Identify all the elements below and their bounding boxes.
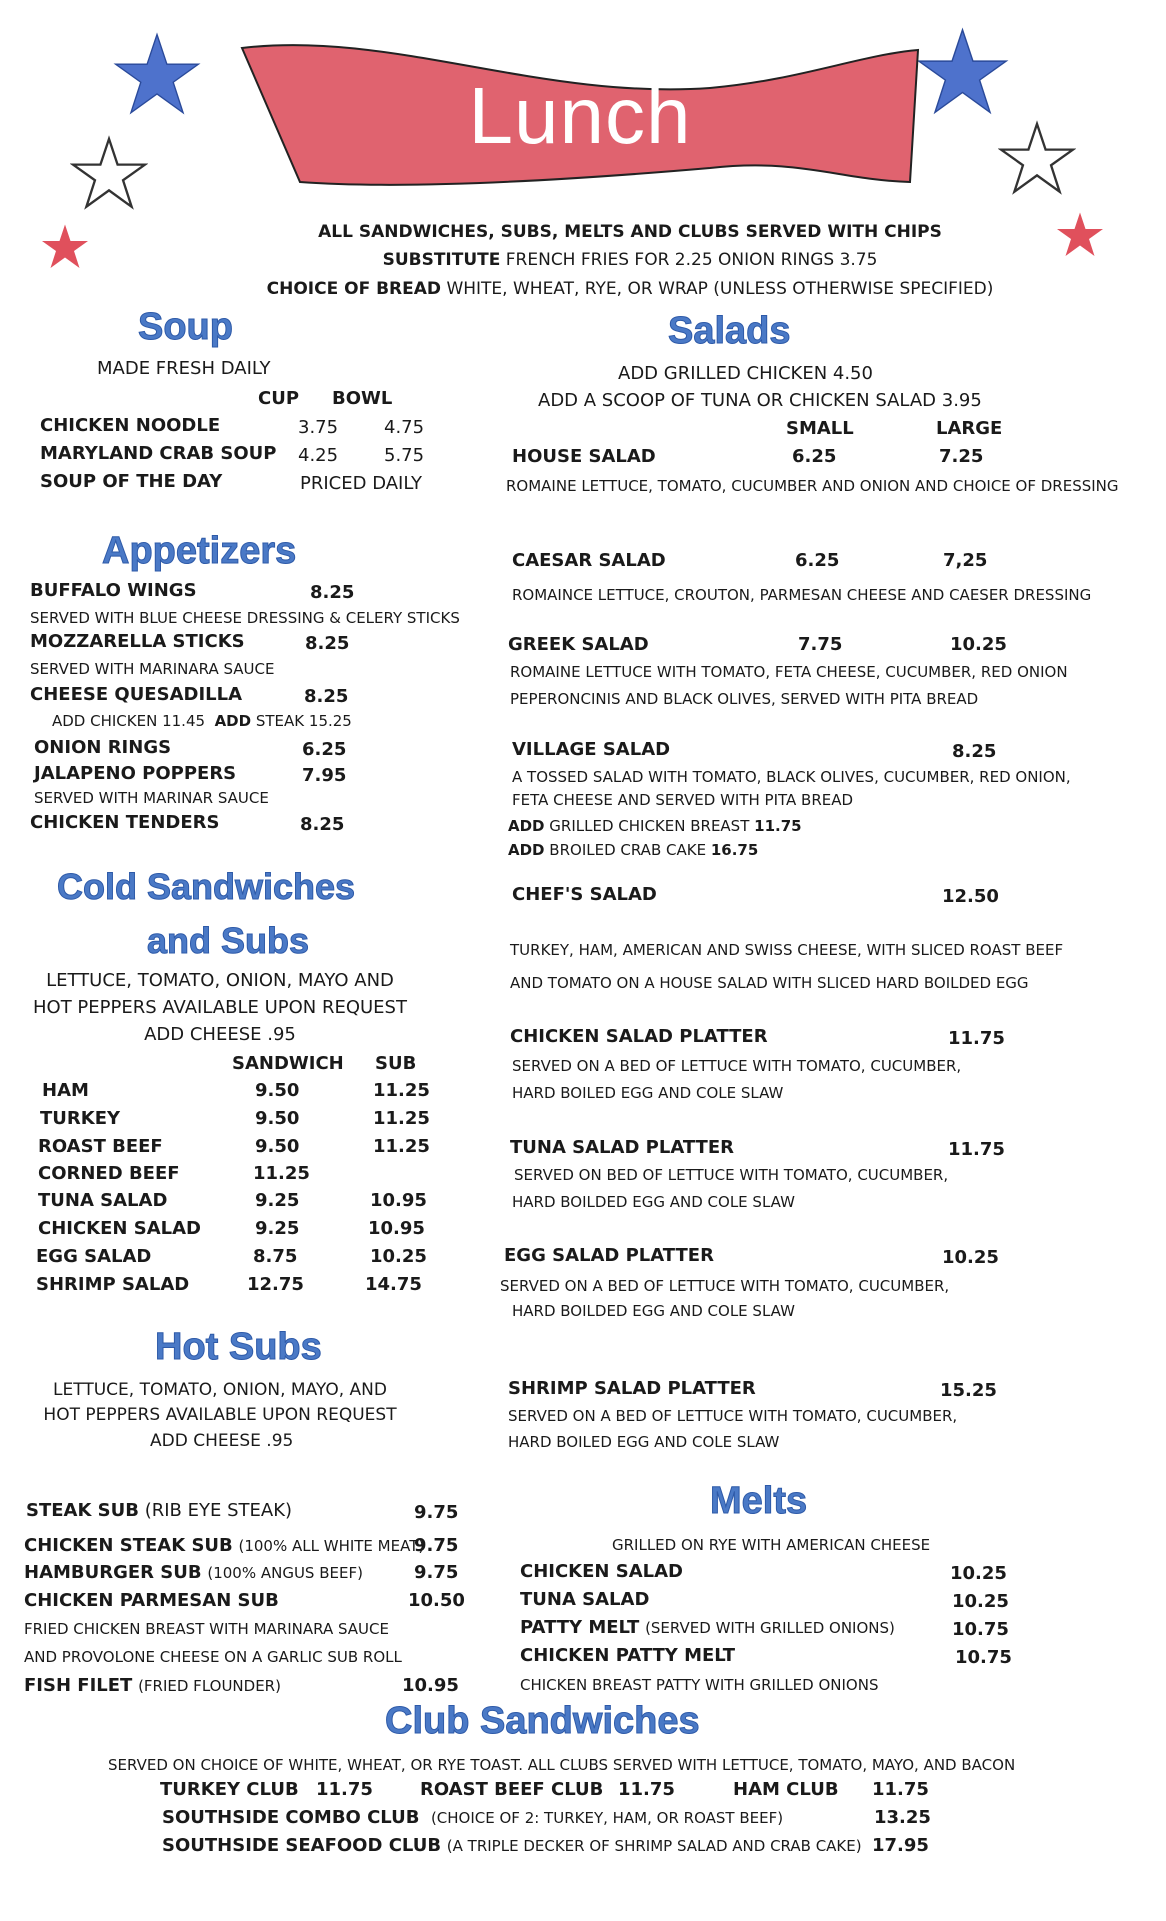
salad-greek-desc-2: PEPERONCINIS AND BLACK OLIVES, SERVED WITH PITA BREAD (510, 690, 979, 708)
salad-egg-platter-price: 10.25 (942, 1247, 999, 1268)
salad-chicken-platter-desc-1: SERVED ON A BED OF LETTUCE WITH TOMATO, CUCUMBER, (512, 1057, 962, 1075)
salad-village-desc-2: FETA CHEESE AND SERVED WITH PITA BREAD (512, 791, 854, 809)
club-combo-extra: (CHOICE OF 2: TURKEY, HAM, OR ROAST BEEF) (430, 1809, 784, 1827)
app-quesadilla-name: CHEESE QUESADILLA (30, 684, 243, 705)
hot-chicken-steak-extra: (100% ALL WHITE MEAT) (238, 1537, 425, 1555)
blue-star-icon (915, 25, 1010, 120)
salad-egg-platter-desc-1: SERVED ON A BED OF LETTUCE WITH TOMATO, CUCUMBER, (500, 1277, 950, 1295)
intro-line-3 (200, 279, 1060, 299)
app-rings-price: 6.25 (302, 739, 347, 760)
salad-village-name: VILLAGE SALAD (512, 739, 671, 760)
clubs-note: SERVED ON CHOICE OF WHITE, WHEAT, OR RYE TOAST. ALL CLUBS SERVED WITH LETTUCE, TOMATO, MAYO, AND BACON (108, 1756, 1016, 1774)
cold-item-name: EGG SALAD (36, 1246, 152, 1267)
add-steak-text: STEAK 15.25 (255, 712, 352, 730)
app-buffalo-price: 8.25 (310, 582, 355, 603)
cold-item-sub: 10.95 (368, 1218, 425, 1239)
club-roast-name: ROAST BEEF CLUB (420, 1779, 604, 1800)
cold-item-sandwich: 9.25 (255, 1218, 300, 1239)
salads-col-small: SMALL (786, 418, 854, 439)
salad-chicken-platter-name: CHICKEN SALAD PLATTER (510, 1026, 768, 1047)
salad-house-name: HOUSE SALAD (512, 446, 656, 467)
hot-chicken-steak-name: CHICKEN STEAK SUB (24, 1535, 233, 1556)
hot-fish-extra: (FRIED FLOUNDER) (138, 1677, 281, 1695)
soup-col-bowl: BOWL (332, 388, 393, 409)
hot-fish-price: 10.95 (402, 1675, 459, 1696)
substitute-label: SUBSTITUTE (382, 250, 501, 270)
hot-steak-extra: (RIB EYE STEAK) (144, 1500, 293, 1521)
cold-item-sandwich: 12.75 (247, 1274, 304, 1295)
hot-note-2: HOT PEPPERS AVAILABLE UPON REQUEST (43, 1405, 397, 1425)
melt-chicken-name: CHICKEN SALAD (520, 1561, 683, 1582)
club-turkey-name: TURKEY CLUB (160, 1779, 299, 1800)
melt-chicken-patty-desc: CHICKEN BREAST PATTY WITH GRILLED ONIONS (520, 1676, 879, 1694)
cold-item-name: TUNA SALAD (38, 1190, 168, 1211)
app-buffalo-desc: SERVED WITH BLUE CHEESE DRESSING & CELERY STICKS (30, 609, 460, 627)
app-mozz-desc: SERVED WITH MARINARA SAUCE (30, 660, 275, 678)
bread-text: WHITE, WHEAT, RYE, OR WRAP (UNLESS OTHERWISE SPECIFIED) (446, 279, 994, 299)
cold-heading-line2: and Subs (147, 920, 310, 961)
salad-tuna-platter-name: TUNA SALAD PLATTER (510, 1137, 734, 1158)
cold-item-sandwich: 9.50 (255, 1108, 300, 1129)
melt-tuna-price: 10.25 (952, 1591, 1009, 1612)
cold-item-name: TURKEY (40, 1108, 121, 1129)
salad-caesar-small: 6.25 (795, 550, 840, 571)
melt-patty-name: PATTY MELT (520, 1617, 640, 1638)
melt-chicken-patty-name: CHICKEN PATTY MELT (520, 1645, 736, 1666)
salad-shrimp-platter-desc-2: HARD BOILED EGG AND COLE SLAW (508, 1433, 780, 1451)
soup-item-cup: 3.75 (298, 417, 339, 438)
cold-item-sandwich: 8.75 (253, 1246, 298, 1267)
club-combo-line (162, 1807, 783, 1828)
club-roast-price: 11.75 (618, 1779, 675, 1800)
soup-note: MADE FRESH DAILY (97, 358, 271, 379)
salad-shrimp-platter-price: 15.25 (940, 1380, 997, 1401)
red-star-icon (40, 222, 90, 272)
app-mozz-name: MOZZARELLA STICKS (30, 631, 245, 652)
hot-steak-name: STEAK SUB (26, 1500, 139, 1521)
melt-tuna-name: TUNA SALAD (520, 1589, 650, 1610)
cold-item-sandwich: 9.25 (255, 1190, 300, 1211)
salad-house-desc: ROMAINE LETTUCE, TOMATO, CUCUMBER AND ONION AND CHOICE OF DRESSING (506, 477, 1119, 495)
appetizers-heading: Appetizers (102, 530, 297, 572)
salad-chef-price: 12.50 (942, 886, 999, 907)
cold-item-sub: 11.25 (373, 1136, 430, 1157)
cold-note-3: ADD CHEESE .95 (144, 1024, 296, 1045)
hot-chicken-steak-line (24, 1535, 424, 1556)
soup-item-bowl: 4.75 (384, 417, 425, 438)
salad-tuna-platter-price: 11.75 (948, 1139, 1005, 1160)
melt-chicken-patty-price: 10.75 (955, 1647, 1012, 1668)
app-poppers-name: JALAPENO POPPERS (34, 763, 237, 784)
bread-label: CHOICE OF BREAD (266, 279, 442, 299)
soup-col-cup: CUP (258, 388, 300, 409)
club-combo-name: SOUTHSIDE COMBO CLUB (162, 1807, 420, 1828)
hot-note-3: ADD CHEESE .95 (150, 1431, 294, 1451)
salad-caesar-desc: ROMAINCE LETTUCE, CROUTON, PARMESAN CHEESE AND CAESER DRESSING (512, 586, 1092, 604)
hot-note-1: LETTUCE, TOMATO, ONION, MAYO, AND (53, 1380, 387, 1400)
soup-item-price: PRICED DAILY (300, 473, 422, 494)
salad-house-small: 6.25 (792, 446, 837, 467)
add-label: ADD (214, 712, 252, 730)
salad-village-add-2 (508, 841, 758, 859)
cold-heading-line1: Cold Sandwiches (57, 866, 356, 907)
hot-parm-desc-2: AND PROVOLONE CHEESE ON A GARLIC SUB ROLL (24, 1648, 402, 1666)
club-seafood-line (162, 1835, 862, 1856)
app-tenders-price: 8.25 (300, 814, 345, 835)
hot-fish-line (24, 1675, 281, 1696)
cold-item-name: CHICKEN SALAD (38, 1218, 201, 1239)
cold-item-sandwich: 9.50 (255, 1136, 300, 1157)
app-quesadilla-price: 8.25 (304, 686, 349, 707)
salad-shrimp-platter-name: SHRIMP SALAD PLATTER (508, 1378, 756, 1399)
app-poppers-desc: SERVED WITH MARINAR SAUCE (34, 789, 269, 807)
page-title: Lunch (468, 71, 692, 160)
add-text: BROILED CRAB CAKE (549, 841, 707, 859)
hot-parm-desc-1: FRIED CHICKEN BREAST WITH MARINARA SAUCE (24, 1620, 389, 1638)
salad-chicken-platter-desc-2: HARD BOILED EGG AND COLE SLAW (512, 1084, 784, 1102)
cold-note-2: HOT PEPPERS AVAILABLE UPON REQUEST (33, 997, 407, 1018)
salad-village-add-1 (508, 817, 802, 835)
club-ham-price: 11.75 (872, 1779, 929, 1800)
blue-star-icon (112, 30, 202, 120)
salad-tuna-platter-desc-2: HARD BOILDED EGG AND COLE SLAW (512, 1193, 795, 1211)
hot-hamburger-extra: (100% ANGUS BEEF) (207, 1564, 363, 1582)
hot-hamburger-line (24, 1562, 363, 1583)
cold-item-name: CORNED BEEF (38, 1163, 180, 1184)
cold-item-sandwich: 9.50 (255, 1080, 300, 1101)
cold-item-sub: 10.25 (370, 1246, 427, 1267)
cold-item-sub: 14.75 (365, 1274, 422, 1295)
app-rings-name: ONION RINGS (34, 737, 172, 758)
outline-star-icon (70, 135, 148, 213)
salad-village-desc-1: A TOSSED SALAD WITH TOMATO, BLACK OLIVES, CUCUMBER, RED ONION, (512, 768, 1071, 786)
melts-heading: Melts (710, 1480, 808, 1522)
salad-egg-platter-desc-2: HARD BOILDED EGG AND COLE SLAW (512, 1302, 795, 1320)
salad-house-large: 7.25 (939, 446, 984, 467)
app-tenders-name: CHICKEN TENDERS (30, 812, 220, 833)
clubs-heading: Club Sandwiches (385, 1700, 700, 1742)
soup-item-name: MARYLAND CRAB SOUP (40, 443, 277, 464)
melt-chicken-price: 10.25 (950, 1563, 1007, 1584)
cold-item-name: HAM (42, 1080, 89, 1101)
app-quesadilla-add (52, 712, 352, 730)
outline-star-icon (998, 120, 1076, 198)
cold-item-name: SHRIMP SALAD (36, 1274, 190, 1295)
salads-heading: Salads (668, 310, 791, 352)
intro-line-2 (200, 250, 1060, 270)
salad-caesar-name: CAESAR SALAD (512, 550, 666, 571)
intro-line-1: ALL SANDWICHES, SUBS, MELTS AND CLUBS SERVED WITH CHIPS (318, 222, 942, 242)
salad-egg-platter-name: EGG SALAD PLATTER (504, 1245, 714, 1266)
hot-parm-name: CHICKEN PARMESAN SUB (24, 1590, 279, 1611)
salad-chef-desc-2: AND TOMATO ON A HOUSE SALAD WITH SLICED HARD BOILDED EGG (510, 974, 1029, 992)
add-label: ADD (508, 841, 545, 859)
melt-patty-extra: (SERVED WITH GRILLED ONIONS) (645, 1619, 895, 1637)
hot-steak-price: 9.75 (414, 1502, 459, 1523)
salad-village-price: 8.25 (952, 741, 997, 762)
substitute-text: FRENCH FRIES FOR 2.25 ONION RINGS 3.75 (505, 250, 878, 270)
add-label: ADD (508, 817, 545, 835)
cold-item-sandwich: 11.25 (253, 1163, 310, 1184)
cold-item-name: ROAST BEEF (38, 1136, 163, 1157)
hot-hamburger-name: HAMBURGER SUB (24, 1562, 202, 1583)
soup-item-cup: 4.25 (298, 445, 339, 466)
cold-col-sub: SUB (375, 1053, 417, 1074)
cold-item-sub: 11.25 (373, 1080, 430, 1101)
salad-greek-small: 7.75 (798, 634, 843, 655)
cold-item-sub: 10.95 (370, 1190, 427, 1211)
hot-hamburger-price: 9.75 (414, 1562, 459, 1583)
add-chicken-text: ADD CHICKEN 11.45 (52, 712, 206, 730)
club-ham-name: HAM CLUB (733, 1779, 839, 1800)
cold-col-sandwich: SANDWICH (232, 1053, 344, 1074)
cold-item-sub: 11.25 (373, 1108, 430, 1129)
cold-note-1: LETTUCE, TOMATO, ONION, MAYO AND (46, 970, 394, 991)
salad-chicken-platter-price: 11.75 (948, 1028, 1005, 1049)
melts-note: GRILLED ON RYE WITH AMERICAN CHEESE (612, 1536, 931, 1554)
salad-greek-large: 10.25 (950, 634, 1007, 655)
add-price: 11.75 (754, 817, 802, 835)
soup-heading: Soup (138, 306, 233, 348)
add-text: GRILLED CHICKEN BREAST (549, 817, 750, 835)
salads-col-large: LARGE (936, 418, 1003, 439)
soup-item-name: CHICKEN NOODLE (40, 415, 221, 436)
app-mozz-price: 8.25 (305, 633, 350, 654)
salads-add-2: ADD A SCOOP OF TUNA OR CHICKEN SALAD 3.95 (538, 390, 982, 411)
hot-chicken-steak-price: 9.75 (414, 1535, 459, 1556)
salad-chef-desc-1: TURKEY, HAM, AMERICAN AND SWISS CHEESE, WITH SLICED ROAST BEEF (510, 941, 1064, 959)
club-combo-price: 13.25 (874, 1807, 931, 1828)
salad-tuna-platter-desc-1: SERVED ON BED OF LETTUCE WITH TOMATO, CUCUMBER, (514, 1166, 949, 1184)
salads-add-1: ADD GRILLED CHICKEN 4.50 (618, 363, 873, 384)
club-seafood-extra: (A TRIPLE DECKER OF SHRIMP SALAD AND CRAB CAKE) (446, 1837, 862, 1855)
club-seafood-name: SOUTHSIDE SEAFOOD CLUB (162, 1835, 442, 1856)
melt-patty-line (520, 1617, 895, 1638)
melt-patty-price: 10.75 (952, 1619, 1009, 1640)
add-price: 16.75 (710, 841, 759, 859)
app-buffalo-name: BUFFALO WINGS (30, 580, 197, 601)
salad-chef-name: CHEF'S SALAD (512, 884, 657, 905)
salad-greek-desc-1: ROMAINE LETTUCE WITH TOMATO, FETA CHEESE, CUCUMBER, RED ONION (510, 663, 1068, 681)
hot-steak-line (26, 1500, 292, 1521)
hot-parm-price: 10.50 (408, 1590, 465, 1611)
red-star-icon (1055, 210, 1105, 260)
club-seafood-price: 17.95 (872, 1835, 929, 1856)
salad-shrimp-platter-desc-1: SERVED ON A BED OF LETTUCE WITH TOMATO, CUCUMBER, (508, 1407, 958, 1425)
app-poppers-price: 7.95 (302, 765, 347, 786)
hot-subs-heading: Hot Subs (155, 1326, 322, 1368)
club-turkey-price: 11.75 (316, 1779, 373, 1800)
soup-item-bowl: 5.75 (384, 445, 425, 466)
salad-greek-name: GREEK SALAD (508, 634, 649, 655)
soup-item-name: SOUP OF THE DAY (40, 471, 223, 492)
salad-caesar-large: 7,25 (943, 550, 988, 571)
hot-fish-name: FISH FILET (24, 1675, 133, 1696)
